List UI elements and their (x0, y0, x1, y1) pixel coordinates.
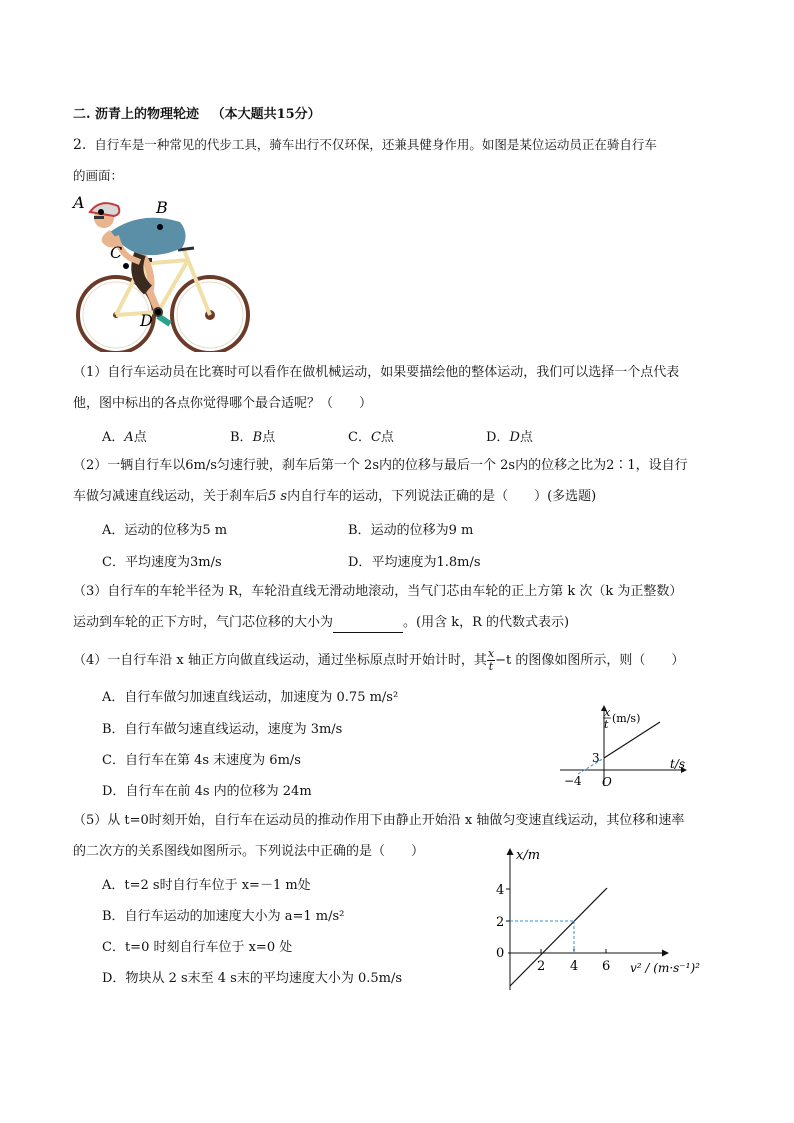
q5-option-a[interactable]: A．t=2 s时自行车位于 x=－1 m处 (102, 878, 311, 893)
q5-option-c[interactable]: C．t=0 时刻自行车位于 x=0 处 (102, 940, 293, 955)
q4-option-d[interactable]: D．自行车在前 4s 内的位移为 24m (102, 784, 312, 799)
graph-q5-x-tick-4: 4 (570, 959, 579, 974)
question-intro-line2: 的画面： (73, 168, 124, 183)
label-a: A (73, 193, 85, 212)
graph-q5-x-label: v² / (m·s⁻¹)² (630, 961, 700, 975)
graph-q4-x-tick: −4 (564, 774, 582, 788)
q2-stem-line2: 车做匀减速直线运动，关于刹车后5 s内自行车的运动，下列说法正确的是（ ）(多选题) (73, 489, 597, 504)
q2-option-c[interactable]: C．平均速度为3m/s (102, 555, 222, 570)
q1-stem-line1: （1）自行车运动员在比赛时可以看作在做机械运动，如果要描绘他的整体运动，我们可以选择一个点代表 (73, 365, 680, 380)
point-c-dot (123, 263, 129, 269)
graph-q5-y-tick-2: 2 (496, 915, 505, 930)
q1-option-d[interactable]: D．D点 (486, 430, 533, 445)
q4-stem: （4）一自行车沿 x 轴正方向做直线运动，通过坐标原点时开始计时，其 $\frac{x}{t}$ −t 的图像如图所示，则（ ） (73, 647, 685, 673)
q2-option-d[interactable]: D．平均速度为1.8m/s (348, 555, 481, 570)
point-a-dot (98, 209, 104, 215)
graph-q4-extension (578, 758, 604, 774)
graph-q5-line (510, 888, 607, 986)
q3-stem-line1: （3）自行车的车轮半径为 R，车轮沿直线无滑动地滚动，当气门芯由车轮的正上方第 k 次（k 为正整数） (73, 584, 683, 599)
graph-q4 (556, 700, 696, 795)
label-b: B (156, 198, 168, 217)
q4-option-a[interactable]: A．自行车做匀加速直线运动，加速度为 0.75 m/s² (102, 690, 399, 705)
question-number: 2. (73, 137, 87, 153)
graph-q5-x-tick-2: 2 (537, 959, 546, 974)
q1-option-b[interactable]: B．B点 (230, 430, 276, 445)
q3-answer-blank[interactable] (333, 618, 403, 633)
q5-stem-line1: （5）从 t=0时刻开始，自行车在运动员的推动作用下由静止开始沿 x 轴做匀变速直线运动，其位移和速率 (73, 813, 685, 828)
q5-option-b[interactable]: B．自行车运动的加速度大小为 a=1 m/s² (102, 909, 345, 924)
graph-q4-line (604, 722, 660, 758)
cyclist-figure (70, 192, 250, 352)
q2-stem-line1: （2）一辆自行车以6m/s匀速行驶，刹车后第一个 2s内的位移与最后一个 2s内的位移之比为2∶1，设自行 (73, 458, 688, 473)
question-intro-line1: 自行车是一种常见的代步工具，骑车出行不仅环保，还兼具健身作用。如图是某位运动员正在骑自行车 (94, 137, 657, 152)
graph-q5-x-tick-6: 6 (602, 959, 611, 974)
graph-q4-y-den: t (604, 718, 609, 731)
q2-time: 5 s (268, 489, 288, 504)
section-score-note: （本大题共15分） (211, 107, 321, 122)
graph-q5-y-tick-4: 4 (496, 883, 505, 898)
point-d-dot (155, 309, 161, 315)
q5-option-d[interactable]: D．物块从 2 s末至 4 s末的平均速度大小为 0.5m/s (102, 971, 403, 986)
graph-q5-y-tick-0: 0 (496, 946, 505, 961)
graph-q5 (490, 845, 730, 995)
label-d: D (140, 311, 153, 330)
graph-q4-y-unit: (m/s) (612, 712, 641, 725)
q4-option-b[interactable]: B．自行车做匀速直线运动，速度为 3m/s (102, 722, 343, 737)
q4-fraction: $\frac{x}{t}$ (487, 647, 495, 673)
section-title-text: 二. 沥青上的物理轮迹 (73, 107, 200, 122)
graph-q4-y-tick: 3 (592, 751, 600, 765)
point-b-dot (157, 224, 163, 230)
helmet (90, 203, 119, 216)
q1-option-c[interactable]: C．C点 (348, 430, 394, 445)
q1-option-a[interactable]: A．A点 (102, 430, 147, 445)
q2-option-a[interactable]: A．运动的位移为5 m (102, 523, 228, 538)
section-title (73, 103, 321, 122)
graph-q4-x-label: t/s (670, 757, 686, 771)
q3-stem-line2: 运动到车轮的正下方时，气门芯位移的大小为 。(用含 k，R 的代数式表示) (73, 613, 569, 633)
q5-stem-line2: 的二次方的关系图线如图所示。下列说法中正确的是（ ） (73, 844, 425, 859)
q1-stem-line2: 他，图中标出的各点你觉得哪个最合适呢？（ ） (73, 396, 373, 411)
graph-q4-origin: O (602, 775, 612, 789)
question-intro (73, 135, 657, 155)
graph-q5-y-label: x/m (516, 848, 541, 863)
graph-q4-y-num: x (604, 706, 611, 719)
q2-option-b[interactable]: B．运动的位移为9 m (348, 523, 474, 538)
q4-option-c[interactable]: C．自行车在第 4s 末速度为 6m/s (102, 753, 301, 768)
label-c: C (110, 243, 123, 262)
